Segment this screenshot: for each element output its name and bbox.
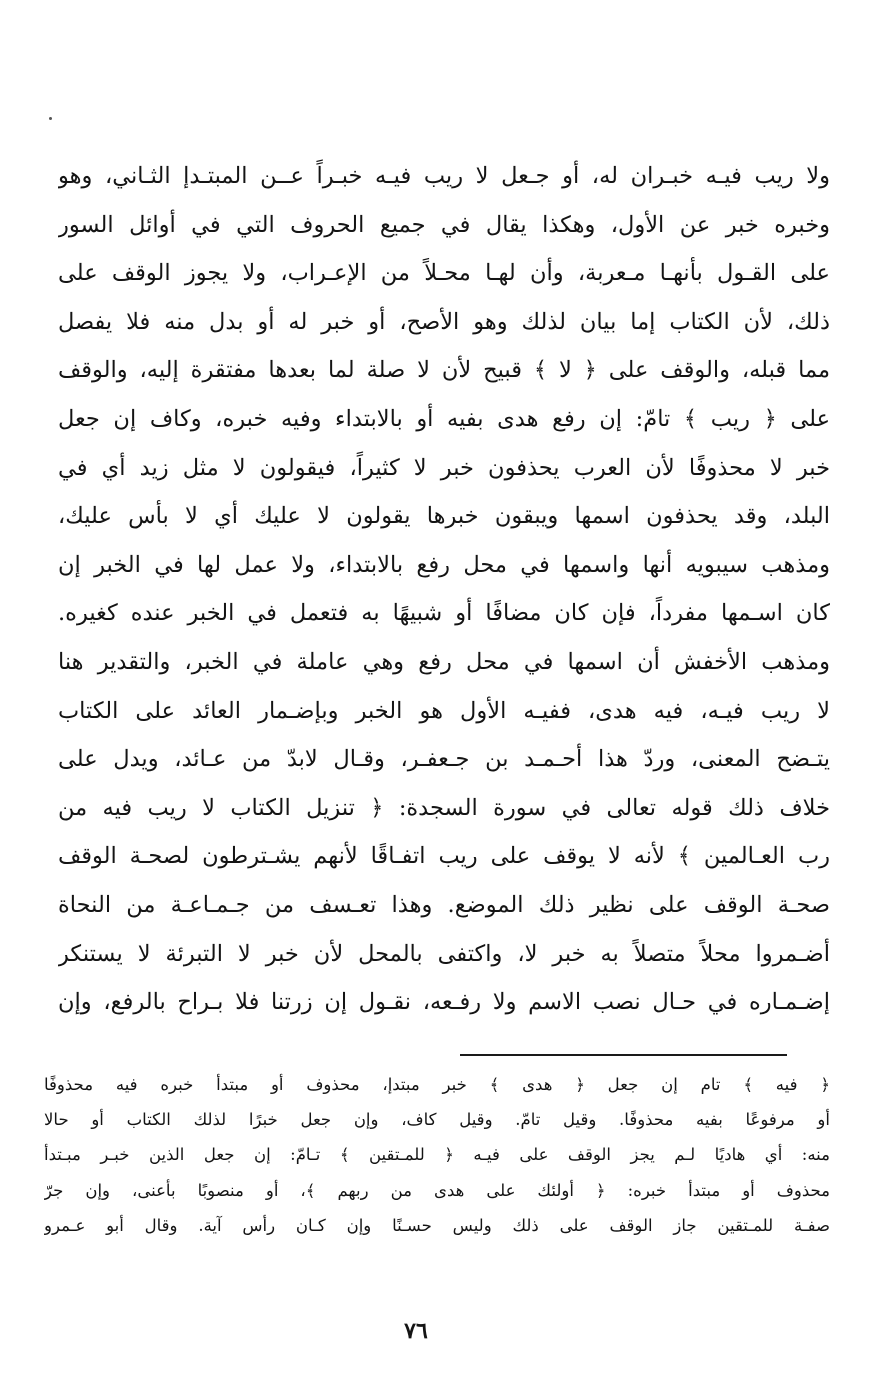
- main-text-line: ومذهب الأخفش أن اسمها في محل رفع وهي عاملة في الخبر، والتقدير هنا: [58, 648, 830, 675]
- main-text-block: [58, 152, 830, 1027]
- main-text-line: رب العـالمين ﴾ لأنه لا يوقف على ريب اتفـاقًا لأنهم يشـترطون لصحـة الوقف: [58, 843, 830, 870]
- footnote-line: ﴿ فيه ﴾ تام إن جعل ﴿ هدى ﴾ خبر مبتدإ، محذوف أو مبتدأ خبره فيه محذوفًا: [44, 1075, 830, 1094]
- main-text-line: على القـول بأنهـا مـعربة، وأن لهـا محـلاً من الإعـراب، ولا يجوز الوقف على: [58, 260, 830, 287]
- main-text-line: لا ريب فيـه، فيه هدى، ففيـه الأول هو الخبر وبإضـمار العائد على الكتاب: [58, 697, 830, 724]
- footnote-line: محذوف أو مبتدأ خبره: ﴿ أولئك على هدى من ربهم ﴾، أو منصوبًا بأعنى، وإن جرّ: [44, 1180, 830, 1200]
- footnote-line: صفـة للمـتقين جاز الوقف على ذلك وليس حسـنًا وإن كـان رأس آية. وقال أبو عـمرو: [44, 1215, 830, 1235]
- main-text-line: وخبره خبر عن الأول، وهكذا يقال في جميع الحروف التي في أوائل السور: [58, 211, 830, 238]
- main-text-line: إضـمـاره في حـال نصب الاسم ولا رفـعه، نقـول إن زرتنا فلا بـراح بالرفع، وإن: [58, 989, 830, 1016]
- main-text-line: البلد، وقد يحذفون اسمها ويبقون خبرها يقولون لا عليك أي لا بأس عليك،: [58, 503, 830, 530]
- main-text-line: ولا ريب فيـه خبـران له، أو جـعل لا ريب فيـه خبـراً عــن المبتـدإ الثـاني، وهو: [58, 163, 830, 189]
- main-text-line: خلاف ذلك قوله تعالى في سورة السجدة: ﴿ تنزيل الكتاب لا ريب فيه من: [58, 794, 830, 821]
- footnote-block: [44, 1067, 830, 1243]
- main-text-line: خبر لا محذوفًا لأن العرب يحذفون خبر لا كثيراً، فيقولون لا مثل زيد أي في: [58, 454, 830, 481]
- main-text-line: مما قبله، والوقف على ﴿ لا ﴾ قبيح لأن لا صلة لما بعدها مفتقرة إليه، والوقف: [58, 357, 830, 384]
- main-text-line: ومذهب سيبويه أنها واسمها في محل رفع بالابتداء، ولا عمل لها في الخبر إن: [58, 551, 830, 578]
- main-text-line: على ﴿ ريب ﴾ تامّ: إن رفع هدى بفيه أو بالابتداء وفيه خبره، وكاف إن جعل: [58, 405, 830, 432]
- footnote-line: أو مرفوعًا بفيه محذوفًا. وقيل تامّ. وقيل كاف، وإن جعل خبرًا لذلك الكتاب أو حالا: [44, 1110, 830, 1130]
- main-text-line: يتـضح المعنى، وردّ هذا أحـمـد بن جـعفـر، وقـال لابدّ من عـائد، ويدل على: [58, 746, 830, 773]
- speck-mark: [49, 117, 52, 120]
- main-text-line: ذلك، لأن الكتاب إما بيان لذلك وهو الأصح، أو خبر له أو بدل منه فلا يفصل: [58, 308, 830, 335]
- main-text-line: صحـة الوقف على نظير ذلك الموضع. وهذا تعـسف من جـمـاعـة من النحاة: [58, 891, 830, 918]
- footnote-line: منه: أي هاديًا لـم يجز الوقف على فيـه ﴿ للمـتقين ﴾ تـامّ: إن جعل الذين خبـر مبـتدأ: [44, 1145, 830, 1165]
- page-number: ٧٦: [404, 1318, 428, 1344]
- footnote-separator: [460, 1054, 787, 1056]
- main-text-line: أضـمروا محلاً متصلاً به خبر لا، واكتفى بالمحل لأن خبر لا التبرئة لا يستنكر: [58, 940, 830, 967]
- main-text-line: كان اسـمها مفرداً، فإن كان مضافًا أو شبيهًا به فتعمل في الخبر عنده كغيره.: [58, 600, 830, 627]
